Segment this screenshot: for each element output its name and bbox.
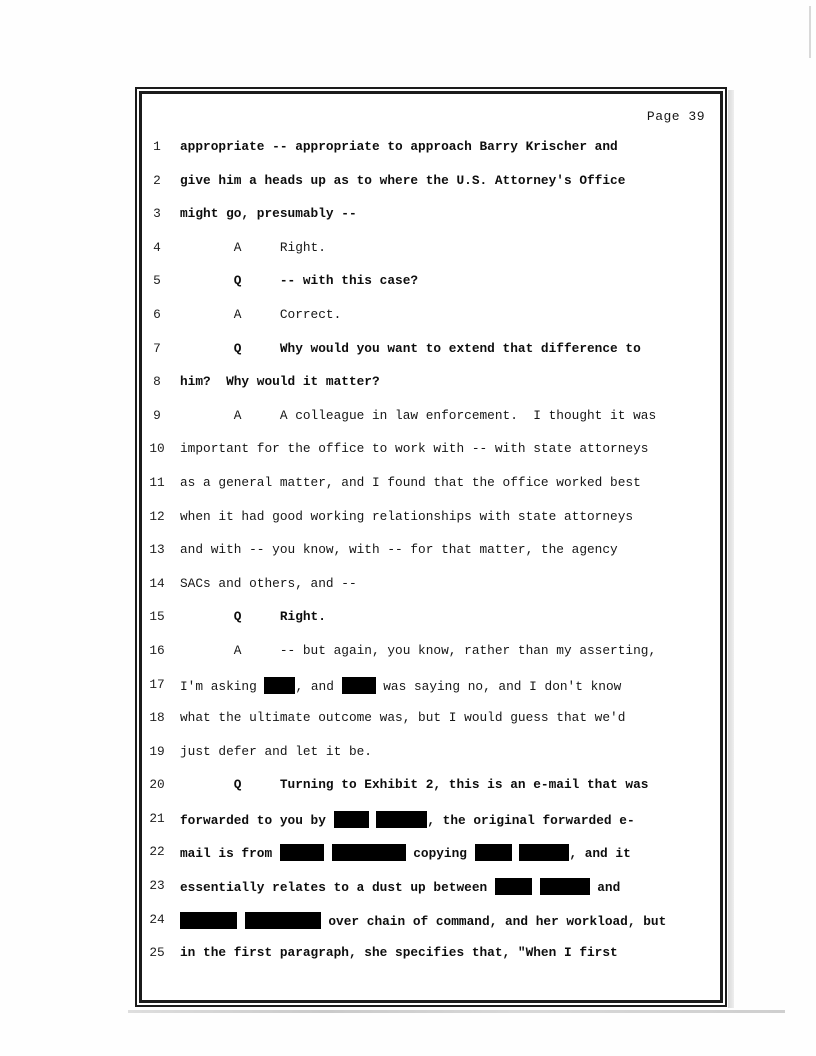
line-text: Q Right. [180, 609, 326, 625]
redaction-box [519, 844, 569, 861]
transcript-line [142, 509, 720, 543]
transcript-line [142, 677, 720, 711]
redaction-box [475, 844, 512, 861]
line-number: 10 [149, 441, 165, 457]
transcript-line [142, 408, 720, 442]
line-number: 1 [153, 139, 161, 154]
transcript-line [142, 811, 720, 845]
line-text: might go, presumably -- [180, 206, 357, 222]
redaction-box [280, 844, 324, 861]
line-number: 23 [149, 878, 165, 894]
transcript-line [142, 643, 720, 677]
line-number: 25 [149, 945, 165, 961]
line-number: 22 [149, 844, 165, 860]
line-number: 24 [149, 911, 165, 927]
line-number: 7 [153, 340, 161, 356]
line-number: 8 [153, 374, 161, 390]
line-number: 20 [149, 777, 165, 793]
line-number: 19 [149, 743, 165, 759]
line-text: A A colleague in law enforcement. I thought it was [180, 407, 657, 423]
line-number: 21 [149, 810, 165, 826]
line-text: give him a heads up as to where the U.S. Attorney's Office [180, 172, 626, 188]
line-text: what the ultimate outcome was, but I would guess that we'd [180, 710, 626, 726]
line-number: 12 [149, 508, 165, 524]
line-text: Q -- with this case? [180, 273, 419, 289]
transcript-line [142, 912, 720, 946]
transcript-line [142, 576, 720, 610]
transcript-frame-inner-rule [139, 91, 723, 1003]
redaction-box [540, 878, 590, 895]
line-text: forwarded to you by , the original forwarded e- [180, 812, 635, 828]
line-number: 5 [153, 273, 161, 289]
line-number: 3 [153, 206, 161, 222]
page-number-label: Page 39 [646, 109, 705, 124]
transcript-line [142, 777, 720, 811]
redaction-box [264, 677, 295, 694]
line-text: mail is from copying , and it [180, 846, 631, 862]
scan-artifact-line [809, 6, 811, 58]
line-text: when it had good working relationships with state attorneys [180, 508, 634, 524]
line-number: 2 [153, 172, 161, 188]
line-text: Q Turning to Exhibit 2, this is an e-mail that was [180, 777, 649, 793]
line-number: 6 [153, 306, 161, 322]
redaction-box [332, 844, 406, 861]
line-text: SACs and others, and -- [180, 575, 357, 591]
scan-edge-smudge-bottom [128, 1010, 785, 1013]
line-text: important for the office to work with -- with state attorneys [180, 441, 649, 457]
line-text: just defer and let it be. [180, 743, 372, 759]
redaction-box [245, 912, 321, 929]
line-number: 11 [149, 474, 165, 490]
redaction-box [376, 811, 427, 828]
redaction-box [342, 677, 376, 694]
transcript-lines [142, 139, 720, 979]
line-text: A -- but again, you know, rather than my asserting, [180, 642, 657, 658]
line-text: as a general matter, and I found that the office worked best [180, 474, 641, 490]
line-number: 17 [149, 676, 165, 692]
line-text: and with -- you know, with -- for that matter, the agency [180, 542, 618, 558]
scan-edge-shadow-right [728, 90, 734, 1008]
transcript-content [142, 94, 720, 1000]
redaction-box [495, 878, 532, 895]
transcript-line [142, 609, 720, 643]
transcript-line [142, 475, 720, 509]
line-text: Q Why would you want to extend that difference to [180, 340, 641, 356]
transcript-line [142, 273, 720, 307]
line-number: 16 [149, 642, 165, 658]
transcript-line [142, 441, 720, 475]
line-number: 14 [149, 575, 165, 591]
line-text: him? Why would it matter? [180, 374, 380, 390]
transcript-line [142, 139, 720, 173]
line-text: I'm asking , and was saying no, and I don't know [180, 678, 622, 694]
line-number: 9 [153, 407, 161, 423]
line-text: A Right. [180, 239, 326, 255]
transcript-line [142, 542, 720, 576]
transcript-line [142, 173, 720, 207]
line-number: 15 [149, 609, 165, 625]
redaction-box [334, 811, 369, 828]
line-text: A Correct. [180, 306, 342, 322]
line-text: in the first paragraph, she specifies that, "When I first [180, 945, 618, 961]
redaction-box [180, 912, 237, 929]
transcript-line [142, 945, 720, 979]
transcript-line [142, 710, 720, 744]
line-number: 18 [149, 710, 165, 726]
transcript-line [142, 307, 720, 341]
transcript-line [142, 744, 720, 778]
line-number: 4 [153, 239, 161, 255]
transcript-line [142, 240, 720, 274]
transcript-frame [135, 87, 727, 1007]
line-text: essentially relates to a dust up between and [180, 880, 621, 896]
line-text: over chain of command, and her workload, but [180, 912, 666, 930]
line-text: appropriate -- appropriate to approach Barry Krischer and [180, 139, 618, 154]
transcript-line [142, 844, 720, 878]
transcript-line [142, 374, 720, 408]
transcript-line [142, 341, 720, 375]
line-number: 13 [149, 542, 165, 558]
transcript-line [142, 206, 720, 240]
transcript-line [142, 878, 720, 912]
